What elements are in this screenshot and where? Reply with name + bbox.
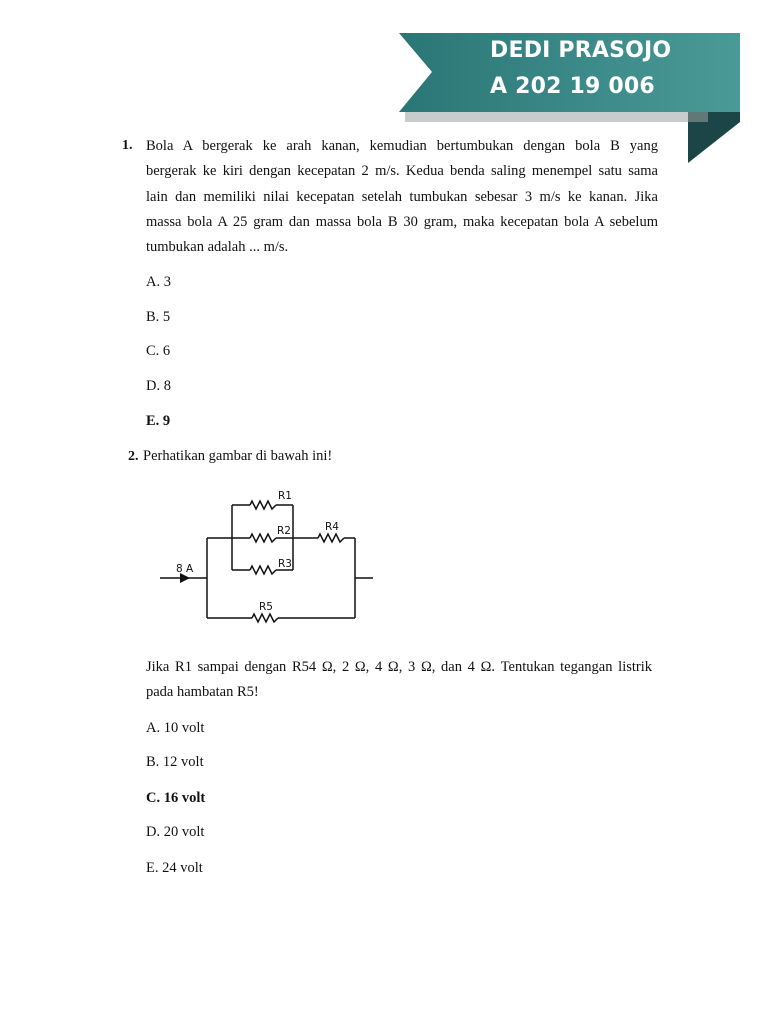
- question-1-line: tumbukan adalah ... m/s.: [146, 239, 289, 256]
- question-2-option-a: A. 10 volt: [146, 720, 205, 736]
- question-1-option-e-correct: E. 9: [146, 413, 171, 429]
- question-1-option-b: B. 5: [146, 309, 171, 325]
- question-1-line: lain dan memiliki nilai kecepatan setelah tumbukan sebesar 3 m/s ke kanan. Jika: [146, 188, 658, 205]
- banner-student-id: A 202 19 006: [490, 74, 655, 99]
- question-1-number: 1.: [122, 138, 133, 153]
- question-2-option-c-correct: C. 16 volt: [146, 790, 206, 806]
- resistor-r3-label: R3: [278, 558, 292, 570]
- resistor-r3: [250, 566, 276, 574]
- question-1-option-d: D. 8: [146, 378, 171, 394]
- circuit-diagram: [150, 485, 390, 630]
- question-2-text: [146, 655, 652, 706]
- question-1-option-a: A. 3: [146, 274, 171, 290]
- question-1-line: massa bola A 25 gram dan massa bola B 30 gram, maka kecepatan bola A sebelum: [146, 213, 658, 230]
- resistor-r4: [318, 534, 344, 542]
- resistor-r2: [250, 534, 276, 542]
- current-label: 8 A: [176, 563, 194, 575]
- banner-shadow: [405, 112, 708, 122]
- resistor-r1-label: R1: [278, 490, 292, 502]
- question-2-option-d: D. 20 volt: [146, 824, 205, 840]
- resistor-r1: [250, 501, 276, 509]
- resistor-r5: [252, 614, 278, 622]
- question-1-option-c: C. 6: [146, 343, 171, 359]
- question-2-line: pada hambatan R5!: [146, 684, 259, 701]
- question-2-number: 2.: [128, 449, 139, 464]
- question-2-option-b: B. 12 volt: [146, 754, 204, 770]
- question-2-prompt: Perhatikan gambar di bawah ini!: [143, 448, 333, 464]
- resistor-r5-label: R5: [259, 601, 273, 613]
- question-2-option-e: E. 24 volt: [146, 860, 203, 876]
- question-1-line: Bola A bergerak ke arah kanan, kemudian bertumbukan dengan bola B yang: [146, 138, 658, 154]
- resistor-r4-label: R4: [325, 521, 339, 533]
- question-1-text: [146, 134, 658, 260]
- banner-name: DEDI PRASOJO: [490, 38, 672, 63]
- resistor-r2-label: R2: [277, 525, 291, 537]
- question-2-line: Jika R1 sampai dengan R54 Ω, 2 Ω, 4 Ω, 3 Ω, dan 4 Ω. Tentukan tegangan listrik: [146, 659, 652, 675]
- question-1-line: bergerak ke kiri dengan kecepatan 2 m/s. Kedua benda saling menempel satu sama: [146, 163, 658, 180]
